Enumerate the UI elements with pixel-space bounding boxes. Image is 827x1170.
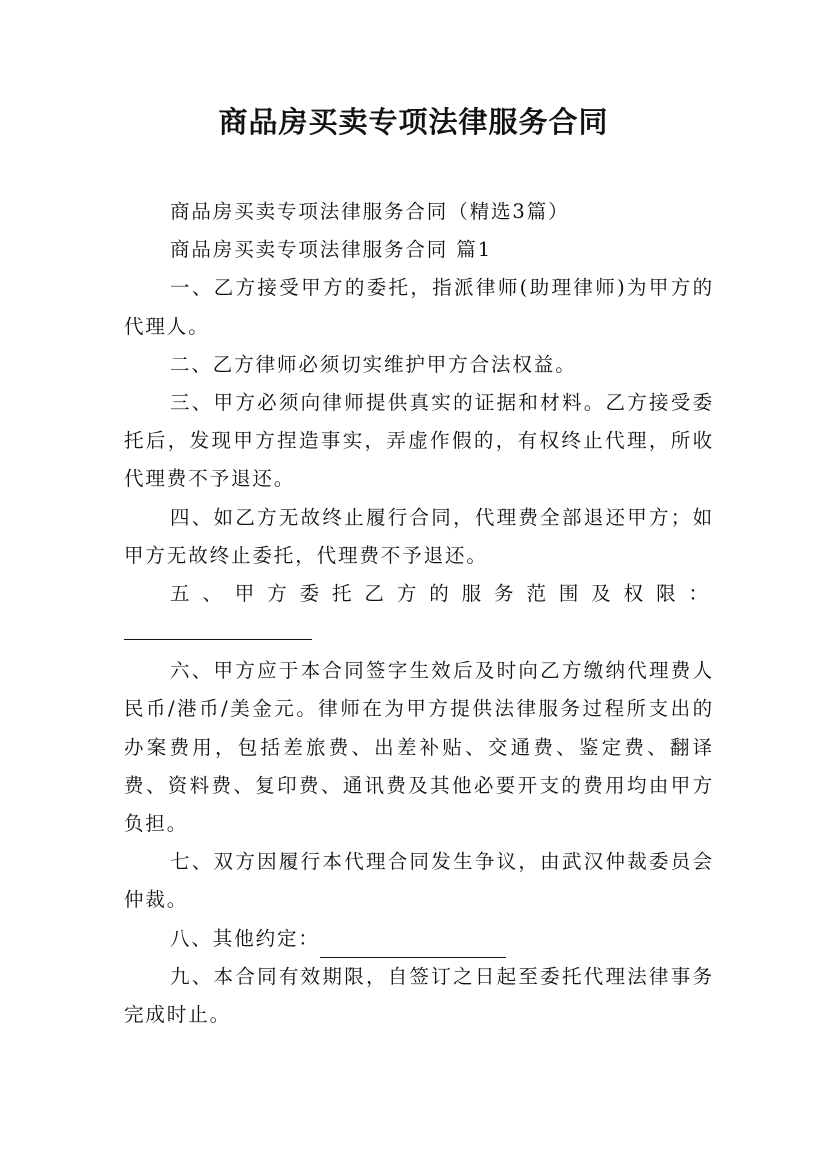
document-body — [124, 193, 714, 1034]
clause-5-blank-line — [124, 613, 312, 640]
clause-7-text: 七、双方因履行本代理合同发生争议，由武汉仲裁委员会仲裁。 — [124, 850, 714, 912]
clause-5-paragraph: 五、甲方委托乙方的服务范围及权限： — [170, 582, 714, 606]
clause-4-paragraph: 四、如乙方无故终止履行合同，代理费全部退还甲方；如甲方无故终止委托，代理费不予退还。 — [124, 505, 714, 567]
clause-6-paragraph: 六、甲方应于本合同签字生效后及时向乙方缴纳代理费人民币/港币/美金元。律师在为甲方提供法律服务过程所支出的办案费用，包括差旅费、出差补贴、交通费、鉴定费、翻译费、资料费、复印费、通讯费及其他必要开支的费用均由甲方负担。 — [124, 659, 714, 836]
clause-2-paragraph: 二、乙方律师必须切实维护甲方合法权益。 — [170, 352, 577, 376]
document-title: 商品房买卖专项法律服务合同 — [218, 105, 609, 139]
clause-8-text: 八、其他约定： — [170, 926, 320, 950]
clause-9-paragraph: 九、本合同有效期限，自签订之日起至委托代理法律事务完成时止。 — [124, 964, 714, 1027]
clause-8-blank-line — [320, 931, 506, 958]
clause-7-paragraph — [124, 843, 714, 919]
clause-3-paragraph: 三、甲方必须向律师提供真实的证据和材料。乙方接受委托后，发现甲方捏造事实，弄虚作假的，有权终止代理，所收代理费不予退还。 — [124, 391, 714, 491]
clause-8-paragraph — [124, 920, 714, 958]
part-heading-paragraph: 商品房买卖专项法律服务合同 篇1 — [170, 238, 493, 262]
subtitle-paragraph: 商品房买卖专项法律服务合同（精选3篇） — [170, 200, 570, 223]
clause-1-paragraph: 一、乙方接受甲方的委托，指派律师(助理律师)为甲方的代理人。 — [124, 276, 714, 338]
